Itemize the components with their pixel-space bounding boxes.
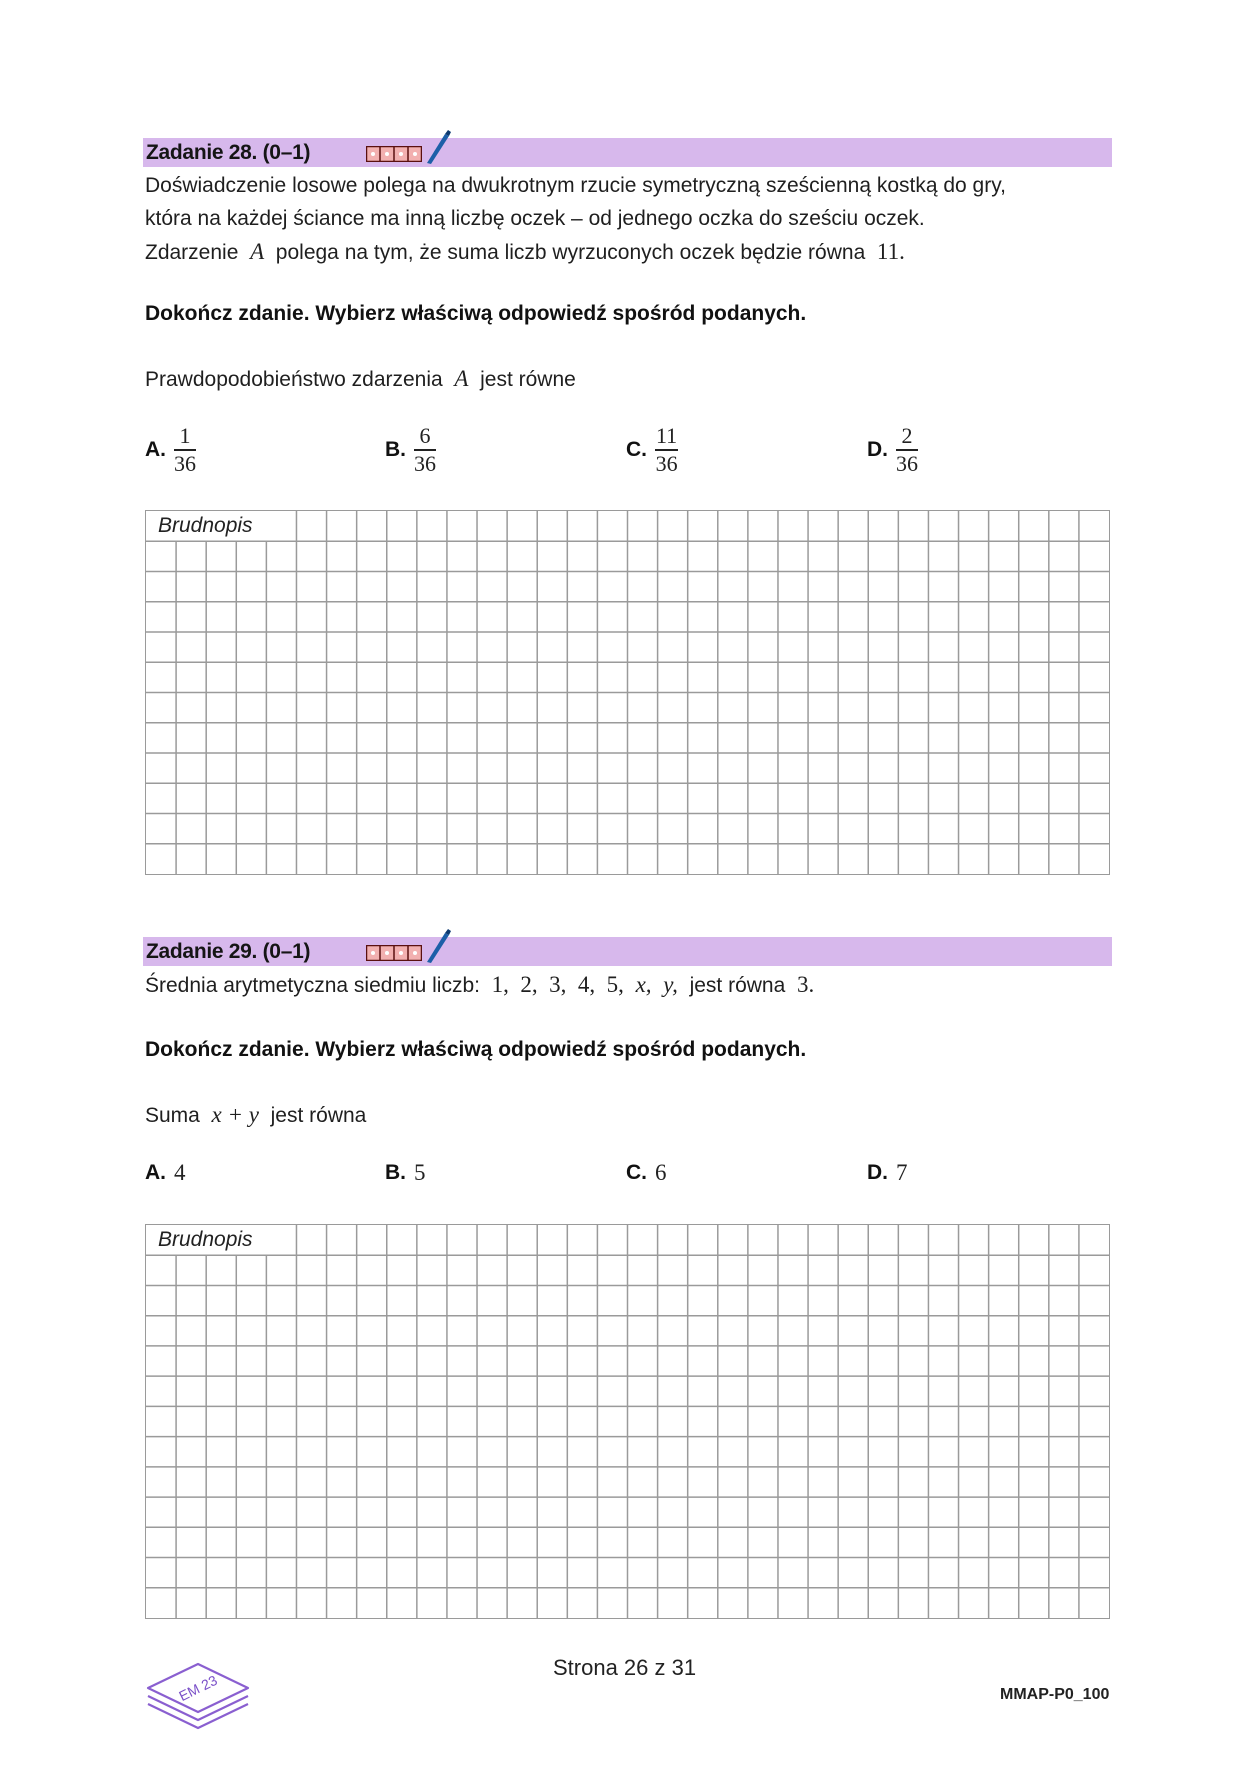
cke-logo — [143, 1650, 253, 1730]
pen-icon — [425, 130, 451, 164]
grid-lines — [146, 1225, 1109, 1618]
denominator: 36 — [174, 450, 196, 476]
text-segment: Suma — [145, 1104, 200, 1127]
task-28-instruction: Dokończ zdanie. Wybierz właściwą odpowiedź spośród podanych. — [145, 302, 807, 325]
task-28-option-d[interactable] — [867, 425, 918, 475]
text-segment: polega na tym, że suma liczb wyrzuconych oczek będzie równa — [275, 241, 866, 264]
numerator: 1 — [179, 423, 191, 448]
task-29-option-d[interactable] — [867, 1160, 908, 1186]
task-29-instruction: Dokończ zdanie. Wybierz właściwą odpowiedź spośród podanych. — [145, 1038, 807, 1061]
task-29-body — [145, 972, 814, 998]
variable-y: y, — [663, 972, 678, 997]
scratchpad-label: Brudnopis — [158, 514, 253, 537]
expression-x-plus-y: x + y — [211, 1102, 259, 1127]
numerator: 2 — [901, 423, 913, 448]
number-3: 3. — [796, 972, 815, 997]
task-28-body-line-3 — [145, 239, 905, 265]
option-letter: A. — [145, 437, 166, 461]
task-29-header — [143, 937, 1112, 966]
task-28-option-c[interactable] — [626, 425, 678, 475]
option-value: 7 — [896, 1160, 908, 1185]
pen-icon — [425, 929, 451, 963]
denominator: 36 — [655, 450, 678, 476]
variable-a: A — [250, 239, 265, 264]
task-28-body-line-1: Doświadczenie losowe polega na dwukrotnym rzucie symetryczną sześcienną kostką do gry, — [145, 174, 1007, 197]
option-letter: A. — [145, 1161, 166, 1184]
text-segment: Zdarzenie — [145, 241, 239, 264]
task-28-stem — [145, 366, 576, 392]
variable-a: A — [454, 366, 469, 391]
fraction — [655, 425, 678, 475]
score-boxes-icon — [366, 945, 422, 961]
task-29-title: Zadanie 29. (0–1) — [146, 940, 311, 963]
logo-text: EM 23 — [176, 1671, 220, 1705]
number-list: 1, 2, 3, 4, 5, — [491, 972, 624, 997]
text-segment: jest równa — [689, 974, 786, 997]
text-segment: jest równe — [480, 368, 576, 391]
option-value: 6 — [655, 1160, 667, 1185]
task-28-option-a[interactable] — [145, 425, 196, 475]
grid-lines — [146, 511, 1109, 874]
text-segment: Średnia arytmetyczna siedmiu liczb: — [145, 974, 480, 997]
numerator: 11 — [656, 423, 678, 448]
task-28-body-line-2: która na każdej ściance ma inną liczbę oczek – od jednego oczka do sześciu oczek. — [145, 207, 925, 230]
fraction — [896, 425, 918, 475]
text-segment: Prawdopodobieństwo zdarzenia — [145, 368, 443, 391]
task-29-option-a[interactable] — [145, 1160, 186, 1186]
option-letter: D. — [867, 1161, 888, 1184]
scratchpad-label: Brudnopis — [158, 1228, 253, 1251]
page-number: Strona 26 z 31 — [553, 1655, 697, 1680]
scratchpad-grid-29[interactable] — [145, 1224, 1110, 1619]
task-29-stem — [145, 1102, 366, 1128]
option-value: 4 — [174, 1160, 186, 1185]
number-11: 11. — [876, 239, 905, 264]
document-code: MMAP-P0_100 — [1000, 1686, 1110, 1703]
text-segment: jest równa — [270, 1104, 367, 1127]
denominator: 36 — [414, 450, 436, 476]
denominator: 36 — [896, 450, 918, 476]
scratchpad-grid-28[interactable] — [145, 510, 1110, 875]
variable-x: x, — [635, 972, 652, 997]
task-28-option-b[interactable] — [385, 425, 436, 475]
task-29-option-b[interactable] — [385, 1160, 426, 1186]
score-boxes-icon — [366, 146, 422, 162]
option-letter: B. — [385, 1161, 406, 1184]
option-value: 5 — [414, 1160, 426, 1185]
numerator: 6 — [419, 423, 431, 448]
fraction — [174, 425, 196, 475]
fraction — [414, 425, 436, 475]
option-letter: C. — [626, 1161, 647, 1184]
option-letter: B. — [385, 437, 406, 461]
option-letter: C. — [626, 437, 647, 461]
task-28-title: Zadanie 28. (0–1) — [146, 141, 311, 164]
task-29-option-c[interactable] — [626, 1160, 667, 1186]
option-letter: D. — [867, 437, 888, 461]
task-28-header — [143, 138, 1112, 167]
